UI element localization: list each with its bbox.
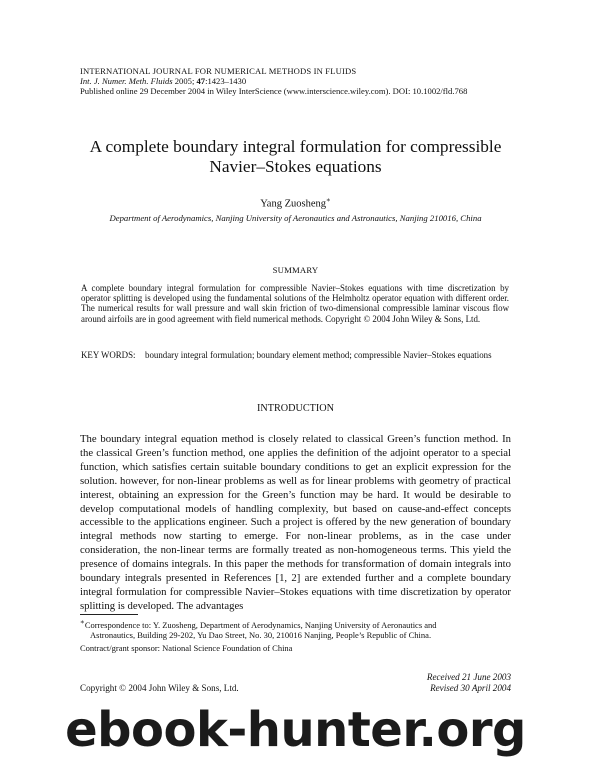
footnote xyxy=(80,617,511,640)
keywords-label: KEY WORDS: xyxy=(81,350,136,360)
title-line-2: Navier–Stokes equations xyxy=(209,156,382,176)
citation-pages: :1423–1430 xyxy=(205,76,247,86)
watermark-text: ebook-hunter.org xyxy=(65,702,526,758)
publication-info: Published online 29 December 2004 in Wiley InterScience (www.interscience.wiley.com). DOI: 10.1002/fld.768 xyxy=(80,86,468,96)
revised-date: Revised 30 April 2004 xyxy=(430,682,511,693)
summary-text: A complete boundary integral formulation for compressible Navier–Stokes equations with time discretization by operator splitting is developed using the fundamental solutions of the Helmholtz operator equation with different order. The numerical results for wall pressure and wall skin friction of two-dimensional compressible laminar viscous flow around airfoils are in good agreement with field numerical methods. Copyright © 2004 John Wiley & Sons, Ltd. xyxy=(81,283,509,324)
copyright: Copyright © 2004 John Wiley & Sons, Ltd. xyxy=(80,683,239,693)
author-name: Yang Zuosheng xyxy=(260,198,326,210)
author-footnote-mark: ∗ xyxy=(325,196,331,204)
grant-sponsor: Contract/grant sponsor: National Science Foundation of China xyxy=(80,643,293,653)
received-date: Received 21 June 2003 xyxy=(426,672,511,682)
footnote-line-1-text: Correspondence to: Y. Zuosheng, Department of Aerodynamics, Nanjing University of Aeronautics and xyxy=(84,619,437,630)
footnote-line-1 xyxy=(80,617,511,630)
journal-citation xyxy=(80,76,246,86)
citation-year: 2005; xyxy=(172,76,197,86)
keywords-text: boundary integral formulation; boundary element method; compressible Navier–Stokes equations xyxy=(145,350,492,360)
introduction-text: The boundary integral equation method is closely related to classical Green’s function method. In the classical Green’s function method, one applies the definition of the adjoint operator to a special function, which satisfies certain suitable boundary conditions to get an explicit expression for the solution. however, for non-linear problems as well as for linear problems with geometry of practical interest, obtaining an expression for the Green’s function may be hard. It would be desirable to develop computational models of handling complexity, but based on cause-and-effect concepts accessible to the applications engineer. Such a project is offered by the new generation of boundary integral methods now starting to emerge. For non-linear problems, as in the case under consideration, the non-linear terms are formally treated as non-homogeneous terms. This yield the presence of domains integrals. In this paper the methods for transformation of domain integrals into boundary integrals presented in References [1, 2] are extended further and a complete boundary integral formulation for compressible Navier–Stokes equations with time discretization by operator splitting is developed. The advantages xyxy=(80,433,511,612)
affiliation: Department of Aerodynamics, Nanjing University of Aeronautics and Astronautics, Nanjing 210016, China xyxy=(109,213,482,223)
paper-title xyxy=(40,137,551,176)
footnote-divider xyxy=(80,614,138,615)
author xyxy=(0,196,591,210)
footnote-line-2: Astronautics, Building 29-202, Yu Dao Street, No. 30, 210016 Nanjing, People’s Republic of China. xyxy=(90,630,432,641)
summary-heading: SUMMARY xyxy=(272,265,319,275)
introduction-heading: INTRODUCTION xyxy=(257,403,334,414)
received-dates xyxy=(427,672,511,693)
journal-name: INTERNATIONAL JOURNAL FOR NUMERICAL METHODS IN FLUIDS xyxy=(80,66,357,76)
citation-volume: 47 xyxy=(196,76,206,86)
footnote-mark: ∗ xyxy=(80,618,85,626)
journal-abbrev: Int. J. Numer. Meth. Fluids xyxy=(80,76,173,86)
title-line-1: A complete boundary integral formulation for compressible xyxy=(89,137,502,156)
